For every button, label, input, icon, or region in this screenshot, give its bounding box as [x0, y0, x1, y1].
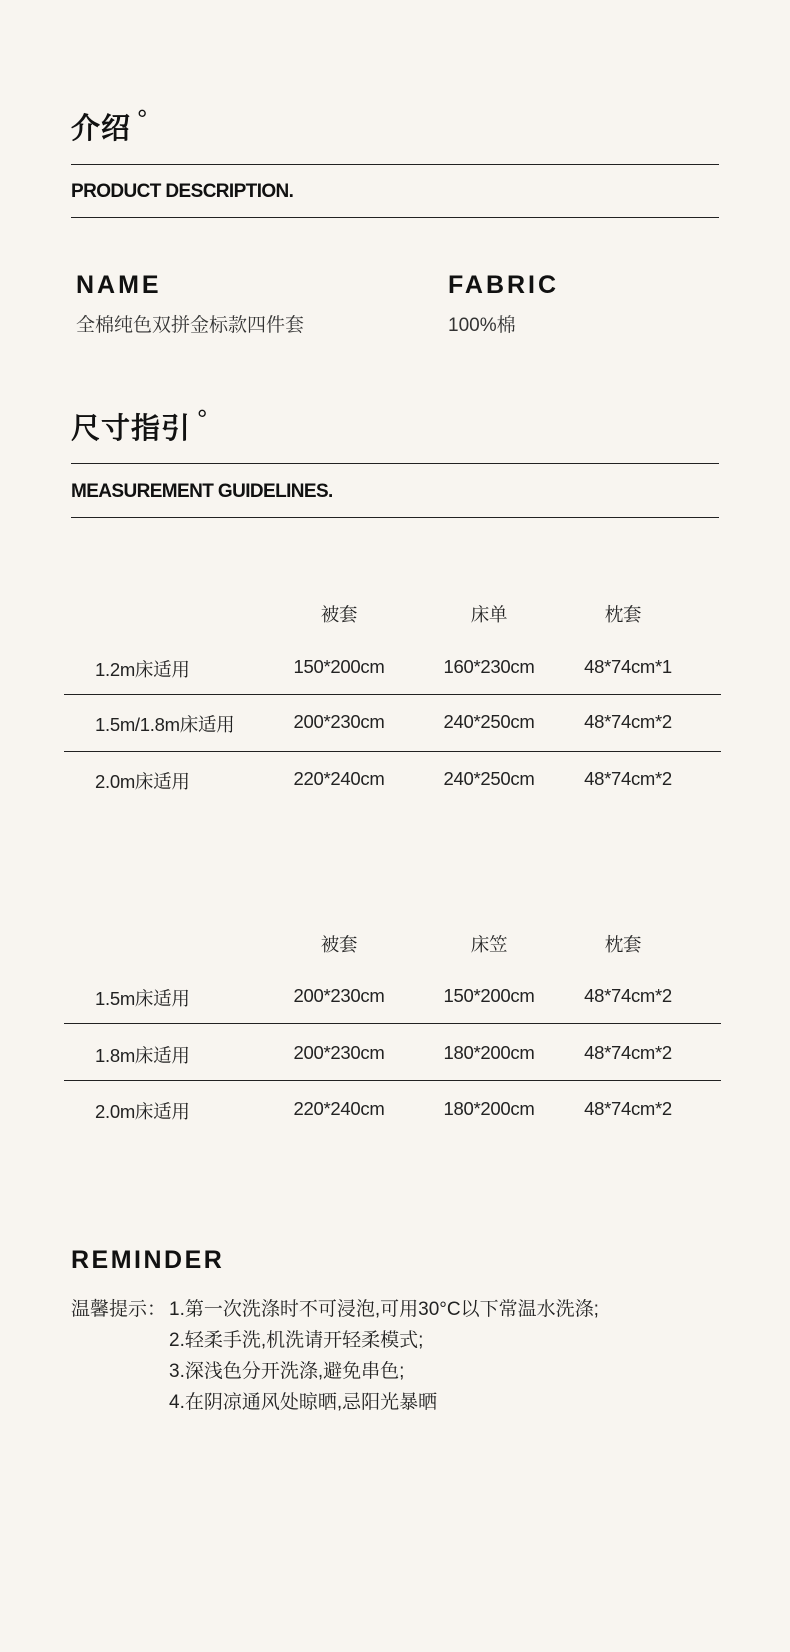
- reminder-item: 1.第一次洗涤时不可浸泡,可用30°C以下常温水洗涤;: [169, 1299, 599, 1320]
- table-cell: 220*240cm: [293, 768, 385, 789]
- table-cell: 200*230cm: [293, 1042, 385, 1063]
- table-header: 枕套: [604, 934, 642, 955]
- table-cell: 220*240cm: [293, 1098, 385, 1119]
- name-label: NAME: [76, 271, 162, 299]
- table-cell: 240*250cm: [443, 768, 535, 789]
- reminder-item: 4.在阴凉通风处晾晒,忌阳光暴晒: [169, 1392, 438, 1413]
- table-header: 床笠: [470, 934, 508, 955]
- table-cell: 1.5m床适用: [95, 988, 190, 1009]
- table-header: 床单: [470, 604, 508, 625]
- intro-subtitle: PRODUCT DESCRIPTION.: [71, 181, 294, 202]
- table-header: 枕套: [604, 604, 642, 625]
- table-cell: 2.0m床适用: [95, 1101, 190, 1122]
- size-heading: [71, 406, 208, 447]
- row-divider: [64, 694, 721, 695]
- reminder-title: REMINDER: [71, 1246, 225, 1274]
- table-cell: 2.0m床适用: [95, 771, 190, 792]
- table-header: 被套: [320, 934, 358, 955]
- divider: [71, 517, 719, 518]
- reminder-label: 温馨提示：: [71, 1299, 167, 1320]
- table-cell: 48*74cm*2: [584, 1098, 672, 1119]
- intro-title: 介绍: [71, 113, 132, 145]
- fabric-value: 100%棉: [448, 315, 516, 336]
- size-title: 尺寸指引: [71, 413, 192, 445]
- divider: [71, 217, 719, 218]
- table-cell: 48*74cm*2: [584, 985, 672, 1006]
- size-subtitle: MEASUREMENT GUIDELINES.: [71, 481, 333, 502]
- divider: [71, 463, 719, 464]
- table-cell: 48*74cm*1: [584, 656, 672, 677]
- intro-heading: [71, 106, 148, 147]
- table-cell: 150*200cm: [443, 985, 535, 1006]
- name-value: 全棉纯色双拼金标款四件套: [76, 315, 305, 336]
- fabric-label: FABRIC: [448, 271, 560, 299]
- row-divider: [64, 751, 721, 752]
- table-cell: 48*74cm*2: [584, 711, 672, 732]
- table-cell: 150*200cm: [293, 656, 385, 677]
- table-cell: 1.2m床适用: [95, 659, 190, 680]
- table-header: 被套: [320, 604, 358, 625]
- row-divider: [64, 1080, 721, 1081]
- reminder-item: 3.深浅色分开洗涤,避免串色;: [169, 1361, 405, 1382]
- table-cell: 180*200cm: [443, 1042, 535, 1063]
- row-divider: [64, 1023, 721, 1024]
- table-cell: 48*74cm*2: [584, 1042, 672, 1063]
- degree-mark: °: [137, 104, 149, 134]
- degree-mark: °: [197, 404, 209, 434]
- table-cell: 200*230cm: [293, 711, 385, 732]
- table-cell: 1.5m/1.8m床适用: [95, 714, 235, 735]
- table-cell: 48*74cm*2: [584, 768, 672, 789]
- divider: [71, 164, 719, 165]
- table-cell: 240*250cm: [443, 711, 535, 732]
- table-cell: 200*230cm: [293, 985, 385, 1006]
- table-cell: 180*200cm: [443, 1098, 535, 1119]
- table-cell: 160*230cm: [443, 656, 535, 677]
- table-cell: 1.8m床适用: [95, 1045, 190, 1066]
- reminder-item: 2.轻柔手洗,机洗请开轻柔模式;: [169, 1330, 424, 1351]
